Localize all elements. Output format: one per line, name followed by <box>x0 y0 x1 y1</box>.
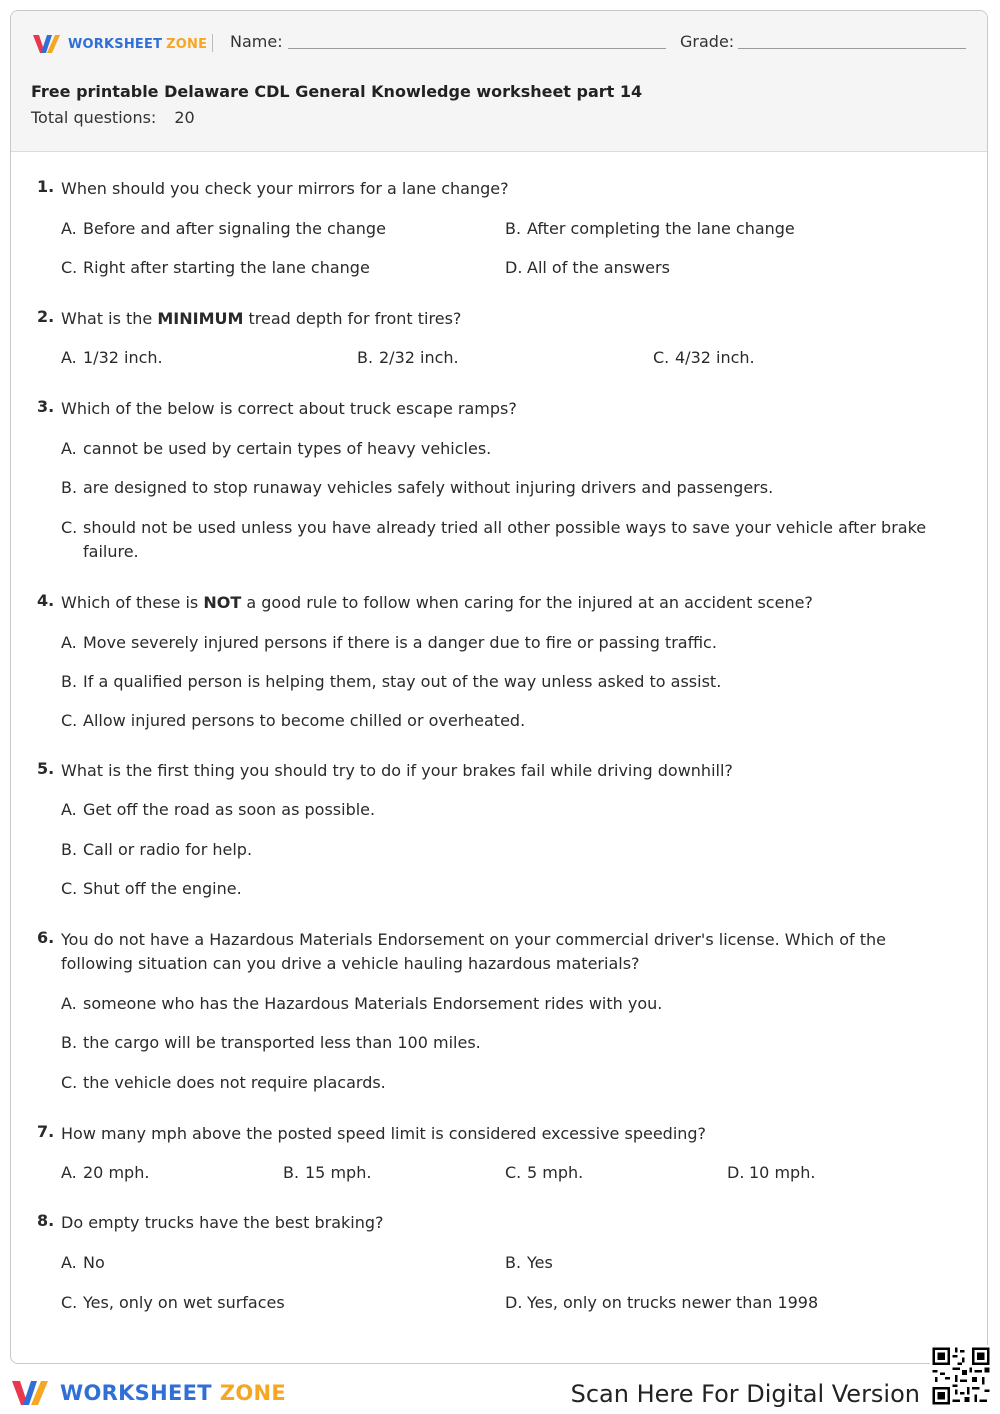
option-letter: D. <box>727 1163 745 1182</box>
option-text: If a qualified person is helping them, stay out of the way unless asked to assist. <box>83 672 722 691</box>
option-letter: A. <box>61 1163 77 1182</box>
option-letter: C. <box>61 879 78 898</box>
question-number: 1. <box>37 177 55 196</box>
question-text: What is the first thing you should try to do if your brakes fail while driving downhill? <box>61 761 733 780</box>
question-text: Which of the below is correct about truck escape ramps? <box>61 399 517 418</box>
question-text: When should you check your mirrors for a lane change? <box>61 179 509 198</box>
option-letter: B. <box>283 1163 300 1182</box>
option-text: Right after starting the lane change <box>83 258 370 277</box>
option-letter: B. <box>61 478 78 497</box>
option-text: someone who has the Hazardous Materials Endorsement rides with you. <box>83 994 663 1013</box>
question-text: How many mph above the posted speed limit is considered excessive speeding? <box>61 1124 707 1143</box>
scan-caption: Scan Here For Digital Version <box>570 1380 920 1408</box>
option-letter: A. <box>61 439 77 458</box>
answer-option[interactable] <box>61 877 941 901</box>
option-text: 4/32 inch. <box>675 348 755 367</box>
option-text: 15 mph. <box>305 1163 372 1182</box>
answer-option[interactable] <box>505 1161 715 1185</box>
answer-option[interactable] <box>61 798 941 822</box>
name-label: Name: <box>230 32 283 51</box>
answer-option[interactable] <box>61 1251 491 1275</box>
total-questions <box>31 108 195 127</box>
option-letter: A. <box>61 994 77 1013</box>
qr-code-icon[interactable] <box>930 1345 992 1407</box>
question-text: What is the MINIMUM tread depth for front tires? <box>61 309 462 328</box>
logo-divider <box>212 34 213 52</box>
answer-option[interactable] <box>61 709 941 733</box>
answer-option[interactable] <box>505 1251 935 1275</box>
option-text: should not be used unless you have already tried all other possible ways to save your vehicle after brake failure. <box>83 518 927 561</box>
answer-option[interactable] <box>61 1291 491 1315</box>
question-text: You do not have a Hazardous Materials Endorsement on your commercial driver's license. Which of the following situation can you drive a vehicle hauling hazardous materials? <box>61 930 886 973</box>
answer-option[interactable] <box>505 256 935 280</box>
option-letter: A. <box>61 219 77 238</box>
option-text: Before and after signaling the change <box>83 219 386 238</box>
worksheet-title: Free printable Delaware CDL General Knowledge worksheet part 14 <box>31 82 643 101</box>
option-text: 5 mph. <box>527 1163 584 1182</box>
name-field-line[interactable] <box>288 48 666 49</box>
option-letter: C. <box>61 518 78 537</box>
question-number: 8. <box>37 1211 55 1230</box>
answer-option[interactable] <box>727 1161 937 1185</box>
footer-logo <box>12 1378 286 1408</box>
total-questions-value: 20 <box>174 108 195 127</box>
option-letter: A. <box>61 1253 77 1272</box>
option-letter: C. <box>505 1163 522 1182</box>
total-questions-label: Total questions: <box>31 108 157 127</box>
option-letter: B. <box>61 1033 78 1052</box>
answer-option[interactable] <box>61 1161 271 1185</box>
worksheet-zone-logo-icon <box>12 1378 54 1408</box>
answer-option[interactable] <box>357 346 637 370</box>
question-number: 7. <box>37 1122 55 1141</box>
answer-option[interactable] <box>61 516 941 564</box>
option-letter: B. <box>505 219 522 238</box>
answer-option[interactable] <box>61 437 941 461</box>
question-number: 4. <box>37 591 55 610</box>
answer-option[interactable] <box>61 992 941 1016</box>
question-number: 2. <box>37 307 55 326</box>
answer-option[interactable] <box>61 346 341 370</box>
answer-option[interactable] <box>505 1291 935 1315</box>
option-text: All of the answers <box>527 258 670 277</box>
option-text: Yes, only on trucks newer than 1998 <box>527 1293 819 1312</box>
option-letter: A. <box>61 633 77 652</box>
question-number: 5. <box>37 759 55 778</box>
worksheet-zone-logo-icon <box>33 33 65 55</box>
option-letter: D. <box>505 1293 523 1312</box>
option-text: No <box>83 1253 105 1272</box>
option-text: Call or radio for help. <box>83 840 253 859</box>
option-text: 1/32 inch. <box>83 348 163 367</box>
answer-option[interactable] <box>283 1161 493 1185</box>
question-text: Do empty trucks have the best braking? <box>61 1213 384 1232</box>
option-letter: B. <box>61 672 78 691</box>
option-text: the cargo will be transported less than 100 miles. <box>83 1033 481 1052</box>
option-text: cannot be used by certain types of heavy vehicles. <box>83 439 492 458</box>
answer-option[interactable] <box>61 670 941 694</box>
logo-word-zone: ZONE <box>219 1381 287 1405</box>
option-text: the vehicle does not require placards. <box>83 1073 386 1092</box>
answer-option[interactable] <box>61 1071 941 1095</box>
option-letter: C. <box>61 258 78 277</box>
option-text: 20 mph. <box>83 1163 150 1182</box>
option-letter: A. <box>61 800 77 819</box>
grade-label: Grade: <box>680 32 735 51</box>
worksheet-header <box>11 11 987 152</box>
option-text: Yes <box>527 1253 553 1272</box>
option-letter: D. <box>505 258 523 277</box>
worksheet-page <box>10 10 988 1364</box>
option-letter: C. <box>61 711 78 730</box>
option-letter: A. <box>61 348 77 367</box>
answer-option[interactable] <box>653 346 933 370</box>
option-letter: B. <box>505 1253 522 1272</box>
option-letter: B. <box>357 348 374 367</box>
option-text: After completing the lane change <box>527 219 795 238</box>
grade-field-line[interactable] <box>738 48 966 49</box>
option-text: are designed to stop runaway vehicles safely without injuring drivers and passengers. <box>83 478 774 497</box>
option-letter: C. <box>653 348 670 367</box>
option-letter: B. <box>61 840 78 859</box>
answer-option[interactable] <box>505 217 935 241</box>
answer-option[interactable] <box>61 631 941 655</box>
answer-option[interactable] <box>61 476 941 500</box>
option-text: 2/32 inch. <box>379 348 459 367</box>
option-letter: C. <box>61 1293 78 1312</box>
option-text: Shut off the engine. <box>83 879 242 898</box>
question-text: Which of these is NOT a good rule to follow when caring for the injured at an accident scene? <box>61 593 813 612</box>
logo-word-worksheet: WORKSHEET <box>68 36 163 52</box>
answer-option[interactable] <box>61 838 941 862</box>
option-letter: C. <box>61 1073 78 1092</box>
question-number: 3. <box>37 397 55 416</box>
option-text: Get off the road as soon as possible. <box>83 800 376 819</box>
logo-word-zone: ZONE <box>166 36 208 52</box>
option-text: Allow injured persons to become chilled or overheated. <box>83 711 526 730</box>
answer-option[interactable] <box>61 217 491 241</box>
answer-option[interactable] <box>61 256 491 280</box>
logo-word-worksheet: WORKSHEET <box>60 1381 212 1405</box>
option-text: Yes, only on wet surfaces <box>83 1293 285 1312</box>
header-logo <box>33 33 207 55</box>
answer-option[interactable] <box>61 1031 941 1055</box>
option-text: Move severely injured persons if there is a danger due to fire or passing traffic. <box>83 633 717 652</box>
question-number: 6. <box>37 928 55 947</box>
option-text: 10 mph. <box>749 1163 816 1182</box>
